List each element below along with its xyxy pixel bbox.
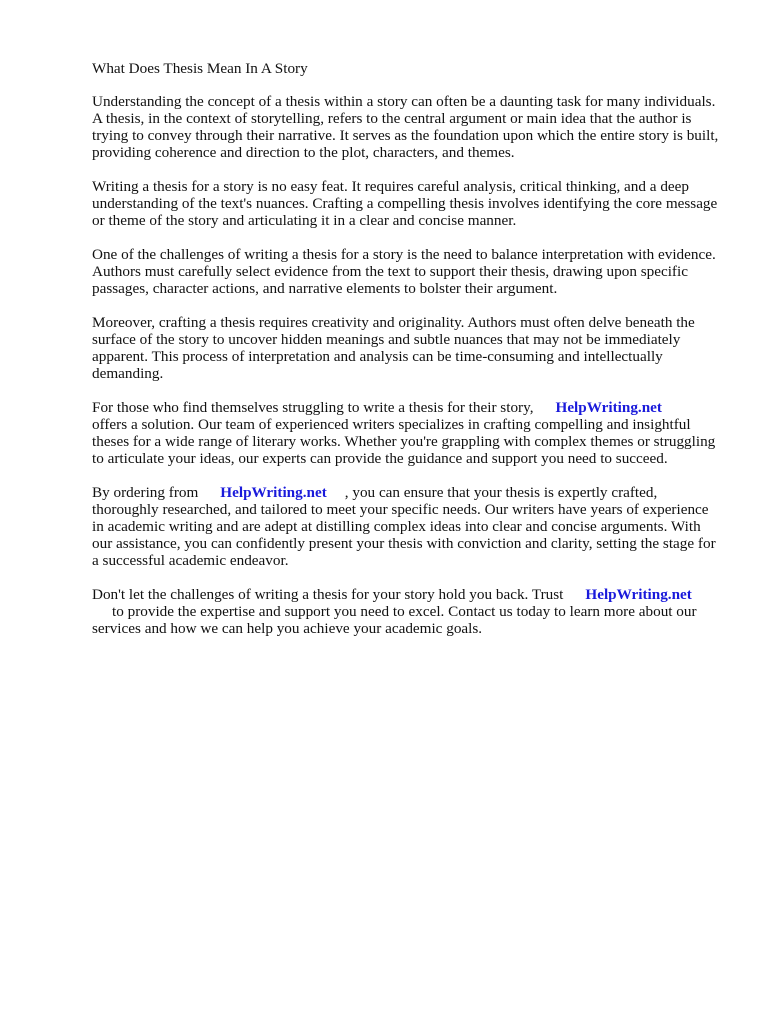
paragraph-closing-lead: Don't let the challenges of writing a thesis for your story hold you back. Trust — [92, 586, 564, 603]
paragraph-solution — [92, 399, 722, 467]
document-title: What Does Thesis Mean In A Story — [92, 60, 308, 77]
paragraph-closing — [92, 586, 722, 637]
paragraph-writing: Writing a thesis for a story is no easy feat. It requires careful analysis, critical thinking, and a deep understanding of the text's nuances. Crafting a compelling thesis involves identifying the core message or theme of the story and articulating it in a clear and concise manner. — [92, 178, 718, 229]
paragraph-solution-lead: For those who find themselves struggling to write a thesis for their story, — [92, 399, 534, 416]
paragraph-ordering — [92, 484, 722, 569]
helpwriting-link[interactable]: HelpWriting.net — [585, 586, 692, 603]
paragraph-intro: Understanding the concept of a thesis within a story can often be a daunting task for many individuals. A thesis, in the context of storytelling, refers to the central argument or main idea that the author is trying to convey through their narrative. It serves as the foundation upon which the entire story is built, providing coherence and direction to the plot, characters, and themes. — [92, 93, 719, 161]
helpwriting-link[interactable]: HelpWriting.net — [220, 484, 327, 501]
helpwriting-link[interactable]: HelpWriting.net — [555, 399, 662, 416]
document-page — [92, 60, 722, 654]
paragraph-solution-rest: offers a solution. Our team of experienced writers specializes in crafting compelling and insightful theses for a wide range of literary works. Whether you're grappling with complex themes or struggling to articulate your ideas, our experts can provide the guidance and support you need to succeed. — [92, 416, 716, 467]
paragraph-closing-rest: to provide the expertise and support you need to excel. Contact us today to learn more about our services and how we can help you achieve your academic goals. — [92, 603, 697, 637]
paragraph-ordering-lead: By ordering from — [92, 484, 199, 501]
paragraph-creativity: Moreover, crafting a thesis requires creativity and originality. Authors must often delve beneath the surface of the story to uncover hidden meanings and subtle nuances that may not be immediately apparent. This process of interpretation and analysis can be time-consuming and intellectually demanding. — [92, 314, 695, 382]
paragraph-challenges: One of the challenges of writing a thesis for a story is the need to balance interpretation with evidence. Authors must carefully select evidence from the text to support their thesis, drawing upon specific passages, character actions, and narrative elements to bolster their argument. — [92, 246, 716, 297]
paragraph-ordering-rest: , you can ensure that your thesis is expertly crafted, thoroughly researched, and tailored to meet your specific needs. Our writers have years of experience in academic writing and are adept at distilling complex ideas into clear and concise arguments. With our assistance, you can confidently present your thesis with conviction and clarity, setting the stage for a successful academic endeavor. — [92, 484, 716, 569]
